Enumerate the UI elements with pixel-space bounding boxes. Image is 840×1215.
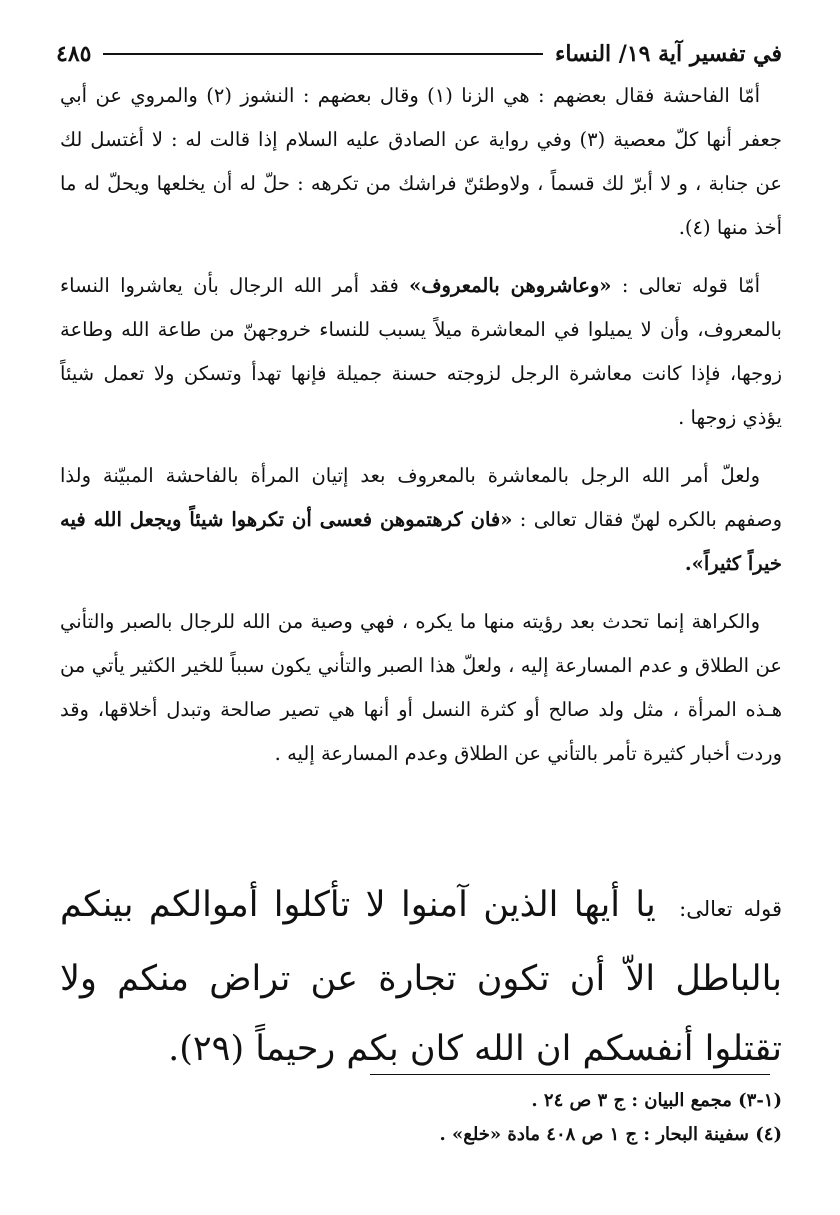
verse-intro: قوله تعالى: (679, 897, 782, 921)
paragraph-2 (60, 264, 782, 440)
paragraph-2-lead: أمّا قوله تعالى : (621, 274, 760, 297)
footnote-divider (370, 1074, 770, 1075)
body-text (60, 74, 782, 790)
quran-quote: «وعاشروهن بالمعروف» (409, 274, 612, 297)
paragraph-3-lead: ولعلّ أمر الله الرجل بالمعاشرة بالمعروف بعد إتيان المرأة بالفاحشة المبيّنة ولذا وصفهم بالكره لهنّ فقال تعالى : (60, 464, 783, 531)
footnotes (300, 1084, 782, 1152)
header-title: في تفسير آية ١٩/ النساء (555, 41, 782, 67)
header-rule (103, 53, 543, 55)
footnote-2: (٤) سفينة البحار : ج ١ ص ٤٠٨ مادة «خلع» . (439, 1124, 782, 1145)
running-header (56, 34, 782, 74)
footnote-1: (١-٣) مجمع البيان : ج ٣ ص ٢٤ . (531, 1090, 782, 1111)
verse-text: يا أيها الذين آمنوا لا تأكلوا أموالكم بينكم بالباطل الاّ أن تكون تجارة عن تراض منكم ولا تقتلوا أنفسكم ان الله كان بكم رحيماً (٢٩). (60, 885, 782, 1069)
paragraph-4: والكراهة إنما تحدث بعد رؤيته منها ما يكره ، فهي وصية من الله للرجال بالصبر والتأني عن الطلاق و عدم المسارعة إليه ، ولعلّ هذا الصبر والتأني يكون سبباً للخير الكثير يأتي من هـذه المرأة ، مثل ولد صالح أو كثرة النسل أو أنها هي تصير صالحة وتبدل أخلاقها، وقد وردت أخبار كثيرة تأمر بالتأني عن الطلاق وعدم المسارعة إليه . (60, 610, 782, 765)
paragraph-1: أمّا الفاحشة فقال بعضهم : هي الزنا (١) وقال بعضهم : النشوز (٢) والمروي عن أبي جعفر أنها كلّ معصية (٣) وفي رواية عن الصادق عليه السلام إذا قالت له : لا أغتسل لك عن جنابة ، و لا أبرّ لك قسماً ، ولاوطئنّ فراشك من تكرهه : حلّ له أن يخلعها ويحلّ له ما أخذ منها (٤). (60, 84, 782, 239)
page-number: ٤٨٥ (56, 41, 92, 67)
paragraph-3 (60, 454, 782, 586)
verse-block (60, 870, 782, 1084)
paragraph-2-rest: فقد أمر الله الرجال بأن يعاشروا النساء بالمعروف، وأن لا يميلوا في المعاشرة ميلاً يسبب للنساء خروجهنّ من طاعة الله وطاعة زوجها، فإذا كانت معاشرة الرجل لزوجته حسنة جميلة فإنها تهدأ وتسكن ولا تعمل شيئاً يؤذي زوجها . (60, 274, 782, 429)
quran-quote: «فان كرهتموهن فعسى أن تكرهوا شيئاً ويجعل الله فيه خيراً كثيراً». (60, 508, 782, 575)
